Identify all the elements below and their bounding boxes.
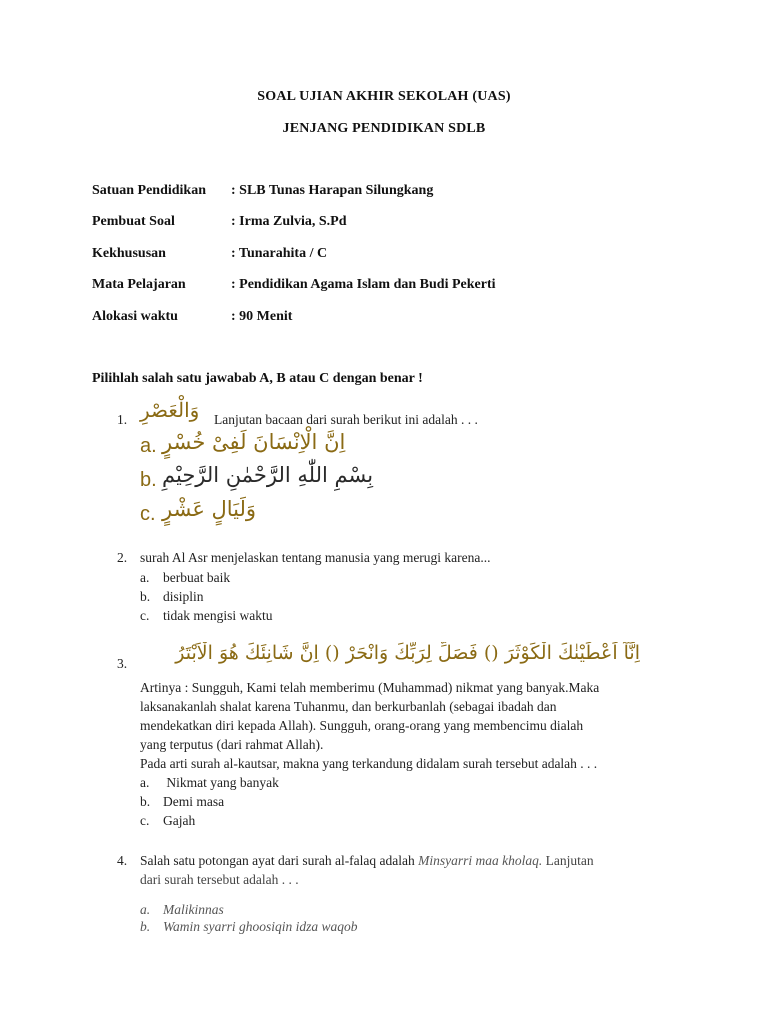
option-text: Gajah <box>163 813 196 828</box>
translation-line: yang terputus (dari rahmat Allah). <box>140 737 324 752</box>
option-arabic: وَلَيَالٍ عَشْرٍ <box>162 497 257 521</box>
instruction-text: Pilihlah salah satu jawabab A, B atau C dengan benar ! <box>92 371 423 386</box>
option-text: berbuat baik <box>163 570 231 585</box>
info-label: Pembuat Soal <box>92 214 175 229</box>
option-text: tidak mengisi waktu <box>163 608 273 623</box>
question-arabic: اِنَّآ اَعْطَيْنٰكَ الْكَوْثَرَ () فَصَلِّ لِرَبِّكَ وَانْحَرْ () اِنَّ شَانِئَكَ هُوَ الْاَبْتَرُ <box>175 642 640 664</box>
info-label: Mata Pelajaran <box>92 277 186 292</box>
question-text: dari surah tersebut adalah . . . <box>140 872 299 887</box>
option-letter: c. <box>140 608 150 623</box>
info-value: : 90 Menit <box>231 309 293 324</box>
info-value: : Tunarahita / C <box>231 246 328 261</box>
info-value: : Pendidikan Agama Islam dan Budi Pekerti <box>231 277 496 292</box>
question-text: Lanjutan bacaan dari surah berikut ini adalah . . . <box>214 412 478 427</box>
document-subtitle: JENJANG PENDIDIKAN SDLB <box>282 121 486 136</box>
option-letter: b. <box>140 919 151 934</box>
option-arabic: بِسْمِ اللّٰهِ الرَّحْمٰنِ الرَّحِيْمِ <box>162 463 374 487</box>
option-text: Nikmat yang banyak <box>163 775 279 790</box>
option-text: Demi masa <box>163 794 225 809</box>
translation-line: laksanakanlah shalat karena Tuhanmu, dan berkurbanlah (sebagai ibadah dan <box>140 699 557 714</box>
ayat-fragment: Minsyarri maa kholaq. <box>418 853 543 868</box>
question-text: Salah satu potongan ayat dari surah al-falaq adalah <box>140 853 419 868</box>
question-text: Lanjutan <box>542 853 594 868</box>
option-text: disiplin <box>163 589 204 604</box>
question-text: Pada arti surah al-kautsar, makna yang terkandung didalam surah tersebut adalah . . . <box>140 756 598 771</box>
question-text: surah Al Asr menjelaskan tentang manusia yang merugi karena... <box>140 550 491 565</box>
document-title: SOAL UJIAN AKHIR SEKOLAH (UAS) <box>257 89 511 104</box>
option-letter: a. <box>140 435 157 457</box>
option-text: Wamin syarri ghoosiqin idza waqob <box>163 919 358 934</box>
option-letter: a. <box>140 902 151 917</box>
question-text-line <box>140 853 594 869</box>
option-letter: b. <box>140 589 151 604</box>
translation-line: mendekatkan diri kepada Allah). Sungguh, orang-orang yang membencimu dialah <box>140 718 584 733</box>
question-number: 4. <box>117 853 128 868</box>
option-letter: c. <box>140 503 156 525</box>
question-number: 3. <box>117 656 128 671</box>
option-letter: c. <box>140 813 150 828</box>
info-value: : Irma Zulvia, S.Pd <box>231 214 347 229</box>
option-letter: a. <box>140 775 150 790</box>
option-arabic: اِنَّ الْاِنْسَانَ لَفِىْ خُسْرٍ <box>162 430 346 454</box>
question-number: 2. <box>117 550 128 565</box>
option-text: Malikinnas <box>163 902 224 917</box>
info-label: Satuan Pendidikan <box>92 183 206 198</box>
question-number: 1. <box>117 412 128 427</box>
info-label: Kekhususan <box>92 246 166 261</box>
translation-line: Artinya : Sungguh, Kami telah memberimu (Muhammad) nikmat yang banyak.Maka <box>140 680 600 695</box>
info-label: Alokasi waktu <box>92 309 178 324</box>
option-letter: b. <box>140 469 157 491</box>
option-letter: b. <box>140 794 151 809</box>
info-value: : SLB Tunas Harapan Silungkang <box>231 183 434 198</box>
question-arabic: وَالْعَصْرِ <box>140 398 200 422</box>
option-letter: a. <box>140 570 150 585</box>
